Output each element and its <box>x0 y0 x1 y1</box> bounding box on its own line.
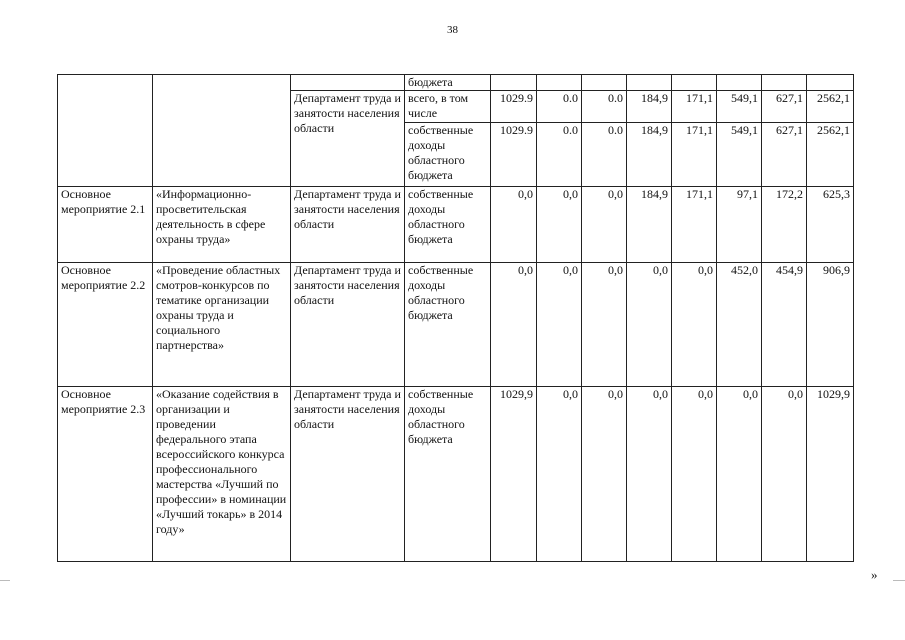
value-cell: 0,0 <box>491 263 537 387</box>
value-cell: 1029,9 <box>491 387 537 562</box>
table-row <box>58 187 854 263</box>
value-cell: 0,0 <box>582 187 627 263</box>
value-cell: 627,1 <box>762 91 807 123</box>
source-cell: всего, в том числе <box>405 91 491 123</box>
value-cell: 97,1 <box>717 187 762 263</box>
source-cell: собственные доходы областного бюджета <box>405 187 491 263</box>
source-cell: собственные доходы областного бюджета <box>405 123 491 187</box>
value-cell <box>807 75 854 91</box>
department-cell: Департамент труда и занятости населения области <box>291 187 405 263</box>
value-cell: 0.0 <box>582 123 627 187</box>
budget-table <box>57 74 854 562</box>
value-cell: 0,0 <box>672 387 717 562</box>
department-cell: Департамент труда и занятости населения области <box>291 91 405 187</box>
value-cell: 184,9 <box>627 123 672 187</box>
value-cell: 1029.9 <box>491 91 537 123</box>
value-cell: 0,0 <box>672 263 717 387</box>
activity-label-cell: Основное мероприятие 2.3 <box>58 387 153 562</box>
activity-name-cell: «Проведение областных смотров-конкурсов по тематике организации охраны труда и социального партнерства» <box>153 263 291 387</box>
value-cell: 184,9 <box>627 91 672 123</box>
value-cell <box>717 75 762 91</box>
value-cell <box>762 75 807 91</box>
activity-name-cell <box>153 75 291 187</box>
value-cell: 171,1 <box>672 187 717 263</box>
page-edge-mark <box>893 580 905 581</box>
value-cell: 0,0 <box>582 263 627 387</box>
activity-label-cell <box>58 75 153 187</box>
activity-label-cell: Основное мероприятие 2.1 <box>58 187 153 263</box>
table-row <box>58 75 854 91</box>
value-cell: 171,1 <box>672 91 717 123</box>
value-cell: 172,2 <box>762 187 807 263</box>
activity-label-cell: Основное мероприятие 2.2 <box>58 263 153 387</box>
value-cell: 452,0 <box>717 263 762 387</box>
value-cell: 0,0 <box>627 387 672 562</box>
source-cell: собственные доходы областного бюджета <box>405 263 491 387</box>
value-cell: 0,0 <box>491 187 537 263</box>
value-cell: 906,9 <box>807 263 854 387</box>
closing-quote-mark: » <box>871 567 878 582</box>
department-cell: Департамент труда и занятости населения области <box>291 387 405 562</box>
value-cell: 454,9 <box>762 263 807 387</box>
value-cell: 2562,1 <box>807 123 854 187</box>
activity-name-cell: «Оказание содействия в организации и проведении федерального этапа всероссийского конкурса профессионального мастерства «Лучший по профессии» в номинации «Лучший токарь» в 2014 году» <box>153 387 291 562</box>
value-cell: 625,3 <box>807 187 854 263</box>
value-cell <box>672 75 717 91</box>
value-cell: 0.0 <box>537 91 582 123</box>
department-cell <box>291 75 405 91</box>
page-number: 38 <box>447 24 458 36</box>
value-cell: 0,0 <box>537 387 582 562</box>
value-cell: 2562,1 <box>807 91 854 123</box>
value-cell <box>582 75 627 91</box>
value-cell: 0,0 <box>582 387 627 562</box>
value-cell: 549,1 <box>717 91 762 123</box>
source-cell: бюджета <box>405 75 491 91</box>
source-cell: собственные доходы областного бюджета <box>405 387 491 562</box>
value-cell: 1029.9 <box>491 123 537 187</box>
activity-name-cell: «Информационно-просветительская деятельность в сфере охраны труда» <box>153 187 291 263</box>
value-cell: 627,1 <box>762 123 807 187</box>
value-cell <box>627 75 672 91</box>
department-cell: Департамент труда и занятости населения области <box>291 263 405 387</box>
value-cell <box>537 75 582 91</box>
value-cell: 0,0 <box>537 263 582 387</box>
value-cell: 0,0 <box>762 387 807 562</box>
value-cell: 1029,9 <box>807 387 854 562</box>
value-cell: 0.0 <box>537 123 582 187</box>
value-cell: 549,1 <box>717 123 762 187</box>
table-row <box>58 387 854 562</box>
page-edge-mark <box>0 580 10 581</box>
value-cell <box>491 75 537 91</box>
value-cell: 0,0 <box>537 187 582 263</box>
value-cell: 0,0 <box>717 387 762 562</box>
value-cell: 171,1 <box>672 123 717 187</box>
table-row <box>58 263 854 387</box>
value-cell: 0.0 <box>582 91 627 123</box>
value-cell: 0,0 <box>627 263 672 387</box>
value-cell: 184,9 <box>627 187 672 263</box>
